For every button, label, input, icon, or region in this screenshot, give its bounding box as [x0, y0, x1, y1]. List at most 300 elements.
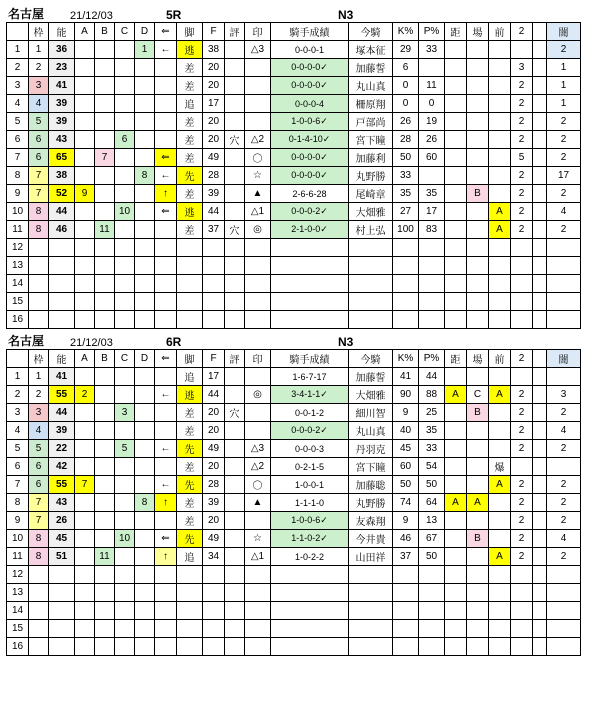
table-row[interactable]: [7, 293, 581, 311]
table-row[interactable]: [7, 41, 581, 59]
previous-grade: A: [489, 203, 511, 221]
column-header: B: [95, 23, 115, 41]
f-value: [203, 275, 225, 293]
col-b: [95, 602, 115, 620]
previous-grade: [489, 167, 511, 185]
evaluation: [225, 602, 245, 620]
evaluation: [225, 386, 245, 404]
bracket-number: 1: [29, 368, 49, 386]
column-header: 闇: [547, 23, 581, 41]
table-row[interactable]: [7, 386, 581, 404]
track-grade: [467, 203, 489, 221]
evaluation: [225, 494, 245, 512]
race-header: [6, 331, 602, 349]
col-a: [75, 41, 95, 59]
dark-value: 2: [547, 494, 581, 512]
arrow-icon: [155, 584, 177, 602]
jockey-name: 柵原翔: [349, 95, 393, 113]
track-grade: [467, 59, 489, 77]
col-b: [95, 422, 115, 440]
jockey-name: 宮下瞳: [349, 458, 393, 476]
mark-symbol: ☆: [245, 167, 271, 185]
running-style: [177, 257, 203, 275]
dark-value: 2: [547, 185, 581, 203]
evaluation: [225, 257, 245, 275]
running-style: [177, 584, 203, 602]
col-a: [75, 167, 95, 185]
table-row[interactable]: [7, 77, 581, 95]
jockey-record: 0-0-0-2✓: [271, 203, 349, 221]
evaluation: [225, 95, 245, 113]
running-style: 先: [177, 167, 203, 185]
col-b: [95, 512, 115, 530]
jockey-name: 丸野勝: [349, 167, 393, 185]
k-percent: 60: [393, 458, 419, 476]
jockey-record: 0-0-0-0✓: [271, 167, 349, 185]
table-row[interactable]: [7, 440, 581, 458]
previous-grade: [489, 638, 511, 656]
table-row[interactable]: [7, 275, 581, 293]
mark-symbol: [245, 59, 271, 77]
arrow-icon: [155, 638, 177, 656]
col-a: [75, 203, 95, 221]
two-value: 2: [511, 440, 533, 458]
p-percent: 19: [419, 113, 445, 131]
col-c: 10: [115, 530, 135, 548]
column-header: [533, 23, 547, 41]
previous-grade: [489, 77, 511, 95]
arrow-icon: [155, 620, 177, 638]
bracket-number: 2: [29, 386, 49, 404]
col-c: [115, 185, 135, 203]
dark-value: 2: [547, 476, 581, 494]
race-block: [6, 331, 602, 656]
jockey-record: [271, 311, 349, 329]
k-percent: 35: [393, 185, 419, 203]
evaluation: [225, 113, 245, 131]
ability-score: 38: [49, 167, 75, 185]
two-value: [511, 602, 533, 620]
spacer-cell: [533, 167, 547, 185]
distance-grade: [445, 221, 467, 239]
row-number: 7: [7, 149, 29, 167]
col-d: [135, 566, 155, 584]
running-style: 差: [177, 149, 203, 167]
arrow-icon: ↑: [155, 185, 177, 203]
table-row[interactable]: [7, 257, 581, 275]
table-row[interactable]: [7, 221, 581, 239]
bracket-number: 8: [29, 203, 49, 221]
f-value: 20: [203, 404, 225, 422]
two-value: 2: [511, 131, 533, 149]
col-c: [115, 476, 135, 494]
column-header: 場: [467, 23, 489, 41]
track-grade: [467, 275, 489, 293]
track-grade: A: [467, 494, 489, 512]
col-c: [115, 602, 135, 620]
arrow-icon: [155, 95, 177, 113]
table-row[interactable]: [7, 167, 581, 185]
jockey-name: 今井貴: [349, 530, 393, 548]
jockey-name: [349, 311, 393, 329]
col-b: [95, 95, 115, 113]
col-a: [75, 620, 95, 638]
col-a: [75, 602, 95, 620]
track-grade: [467, 584, 489, 602]
table-row[interactable]: [7, 368, 581, 386]
track-grade: [467, 311, 489, 329]
jockey-record: 0-0-0-0✓: [271, 77, 349, 95]
ability-score: [49, 293, 75, 311]
arrow-icon: ←: [155, 476, 177, 494]
k-percent: 9: [393, 512, 419, 530]
jockey-name: [349, 566, 393, 584]
p-percent: 11: [419, 77, 445, 95]
table-row[interactable]: [7, 620, 581, 638]
col-d: [135, 239, 155, 257]
col-b: [95, 275, 115, 293]
p-percent: 54: [419, 458, 445, 476]
ability-score: [49, 566, 75, 584]
table-row[interactable]: [7, 476, 581, 494]
row-number: 3: [7, 77, 29, 95]
col-a: [75, 530, 95, 548]
previous-grade: [489, 566, 511, 584]
two-value: [511, 584, 533, 602]
previous-grade: A: [489, 221, 511, 239]
running-style: [177, 638, 203, 656]
spacer-cell: [533, 512, 547, 530]
row-number: 2: [7, 59, 29, 77]
bracket-number: [29, 584, 49, 602]
f-value: 20: [203, 131, 225, 149]
table-row[interactable]: [7, 602, 581, 620]
spacer-cell: [533, 131, 547, 149]
dark-value: 4: [547, 422, 581, 440]
spacer-cell: [533, 422, 547, 440]
running-style: [177, 275, 203, 293]
column-header: 2: [511, 23, 533, 41]
column-header: 前: [489, 350, 511, 368]
col-c: [115, 59, 135, 77]
jockey-name: [349, 239, 393, 257]
p-percent: [419, 239, 445, 257]
bracket-number: 7: [29, 185, 49, 203]
distance-grade: [445, 368, 467, 386]
ability-score: 55: [49, 476, 75, 494]
running-style: 差: [177, 221, 203, 239]
track-grade: [467, 149, 489, 167]
arrow-icon: [155, 131, 177, 149]
two-value: [511, 293, 533, 311]
running-style: 差: [177, 113, 203, 131]
previous-grade: [489, 530, 511, 548]
col-b: [95, 494, 115, 512]
column-header: P%: [419, 23, 445, 41]
table-row[interactable]: [7, 512, 581, 530]
k-percent: 46: [393, 530, 419, 548]
table-row[interactable]: [7, 548, 581, 566]
two-value: 2: [511, 203, 533, 221]
spacer-cell: [533, 275, 547, 293]
previous-grade: [489, 512, 511, 530]
ability-score: 39: [49, 113, 75, 131]
distance-grade: [445, 59, 467, 77]
track-grade: [467, 548, 489, 566]
p-percent: 17: [419, 203, 445, 221]
dark-value: [547, 620, 581, 638]
dark-value: [547, 293, 581, 311]
row-number: 9: [7, 185, 29, 203]
col-b: [95, 59, 115, 77]
distance-grade: [445, 131, 467, 149]
p-percent: [419, 602, 445, 620]
previous-grade: [489, 257, 511, 275]
dark-value: [547, 257, 581, 275]
row-number: 12: [7, 566, 29, 584]
k-percent: [393, 566, 419, 584]
col-b: [95, 77, 115, 95]
race-grade: N3: [338, 8, 354, 22]
table-row[interactable]: [7, 638, 581, 656]
track-grade: B: [467, 530, 489, 548]
mark-symbol: ▲: [245, 494, 271, 512]
venue-name: 名古屋: [8, 334, 45, 348]
table-row[interactable]: [7, 131, 581, 149]
column-header: ⇐: [155, 23, 177, 41]
spacer-cell: [533, 458, 547, 476]
table-row[interactable]: [7, 404, 581, 422]
column-header: C: [115, 350, 135, 368]
col-c: [115, 257, 135, 275]
table-row[interactable]: [7, 59, 581, 77]
jockey-name: 細川智: [349, 404, 393, 422]
col-b: 7: [95, 149, 115, 167]
row-number: 10: [7, 530, 29, 548]
col-c: [115, 548, 135, 566]
p-percent: 60: [419, 149, 445, 167]
k-percent: [393, 602, 419, 620]
evaluation: [225, 239, 245, 257]
k-percent: 28: [393, 131, 419, 149]
evaluation: [225, 311, 245, 329]
two-value: 5: [511, 149, 533, 167]
f-value: 44: [203, 386, 225, 404]
col-a: [75, 221, 95, 239]
mark-symbol: [245, 95, 271, 113]
evaluation: 穴: [225, 131, 245, 149]
col-c: [115, 368, 135, 386]
jockey-name: [349, 620, 393, 638]
column-header: 能: [49, 23, 75, 41]
two-value: 2: [511, 476, 533, 494]
distance-grade: [445, 458, 467, 476]
mark-symbol: [245, 239, 271, 257]
ability-score: 43: [49, 494, 75, 512]
col-d: [135, 422, 155, 440]
table-row[interactable]: [7, 566, 581, 584]
f-value: 20: [203, 458, 225, 476]
f-value: 38: [203, 41, 225, 59]
ability-score: 46: [49, 221, 75, 239]
col-d: [135, 275, 155, 293]
mark-symbol: △2: [245, 131, 271, 149]
table-row[interactable]: [7, 149, 581, 167]
col-b: [95, 311, 115, 329]
dark-value: [547, 566, 581, 584]
table-row[interactable]: [7, 530, 581, 548]
arrow-icon: [155, 458, 177, 476]
jockey-name: 大畑雅: [349, 203, 393, 221]
f-value: 49: [203, 149, 225, 167]
distance-grade: [445, 113, 467, 131]
f-value: [203, 311, 225, 329]
evaluation: [225, 620, 245, 638]
bracket-number: 8: [29, 530, 49, 548]
col-d: 1: [135, 41, 155, 59]
distance-grade: [445, 602, 467, 620]
race-date: 21/12/03: [70, 337, 113, 349]
column-header: 印: [245, 350, 271, 368]
jockey-record: 0-0-0-2✓: [271, 422, 349, 440]
row-number: 6: [7, 458, 29, 476]
table-row[interactable]: [7, 584, 581, 602]
column-header: [533, 350, 547, 368]
jockey-record: 2-1-0-0✓: [271, 221, 349, 239]
dark-value: 3: [547, 386, 581, 404]
jockey-name: [349, 602, 393, 620]
ability-score: 41: [49, 368, 75, 386]
jockey-name: 丸野勝: [349, 494, 393, 512]
table-row[interactable]: [7, 95, 581, 113]
row-number: 10: [7, 203, 29, 221]
ability-score: [49, 602, 75, 620]
column-header: 闇: [547, 350, 581, 368]
bracket-number: 5: [29, 440, 49, 458]
table-row[interactable]: [7, 311, 581, 329]
col-d: [135, 386, 155, 404]
row-number: 5: [7, 440, 29, 458]
jockey-name: [349, 584, 393, 602]
mark-symbol: [245, 257, 271, 275]
col-b: [95, 113, 115, 131]
two-value: 2: [511, 494, 533, 512]
table-row[interactable]: [7, 185, 581, 203]
col-b: [95, 620, 115, 638]
bracket-number: [29, 239, 49, 257]
row-number: 5: [7, 113, 29, 131]
two-value: 2: [511, 221, 533, 239]
spacer-cell: [533, 239, 547, 257]
race-block: [6, 4, 602, 329]
track-grade: [467, 476, 489, 494]
col-b: [95, 404, 115, 422]
f-value: 44: [203, 203, 225, 221]
table-row[interactable]: [7, 203, 581, 221]
col-c: [115, 221, 135, 239]
arrow-icon: [155, 404, 177, 422]
k-percent: [393, 293, 419, 311]
dark-value: [547, 275, 581, 293]
col-c: 6: [115, 131, 135, 149]
dark-value: 2: [547, 149, 581, 167]
column-header: 評: [225, 23, 245, 41]
k-percent: [393, 257, 419, 275]
jockey-name: 加藤誓: [349, 368, 393, 386]
col-d: [135, 548, 155, 566]
col-d: [135, 149, 155, 167]
f-value: [203, 293, 225, 311]
table-row[interactable]: [7, 422, 581, 440]
col-a: [75, 239, 95, 257]
bracket-number: 8: [29, 221, 49, 239]
col-c: [115, 41, 135, 59]
evaluation: [225, 167, 245, 185]
distance-grade: [445, 404, 467, 422]
col-a: [75, 566, 95, 584]
running-style: 先: [177, 530, 203, 548]
dark-value: 2: [547, 404, 581, 422]
column-header: 2: [511, 350, 533, 368]
col-d: [135, 293, 155, 311]
k-percent: 26: [393, 113, 419, 131]
table-row[interactable]: [7, 494, 581, 512]
p-percent: 50: [419, 548, 445, 566]
distance-grade: [445, 548, 467, 566]
jockey-record: 1-0-0-1: [271, 476, 349, 494]
col-a: [75, 131, 95, 149]
row-number: 1: [7, 368, 29, 386]
col-d: [135, 311, 155, 329]
distance-grade: [445, 185, 467, 203]
jockey-name: 大畑雅: [349, 386, 393, 404]
ability-score: 52: [49, 185, 75, 203]
row-number: 16: [7, 638, 29, 656]
ability-score: [49, 275, 75, 293]
table-row[interactable]: [7, 113, 581, 131]
spacer-cell: [533, 149, 547, 167]
previous-grade: A: [489, 386, 511, 404]
dark-value: 2: [547, 41, 581, 59]
ability-score: [49, 257, 75, 275]
col-d: [135, 584, 155, 602]
track-grade: C: [467, 386, 489, 404]
row-number: 15: [7, 293, 29, 311]
spacer-cell: [533, 476, 547, 494]
track-grade: [467, 602, 489, 620]
col-a: [75, 149, 95, 167]
f-value: 49: [203, 530, 225, 548]
jockey-name: 塚本征: [349, 41, 393, 59]
previous-grade: 爆: [489, 458, 511, 476]
evaluation: [225, 41, 245, 59]
k-percent: 29: [393, 41, 419, 59]
p-percent: [419, 584, 445, 602]
spacer-cell: [533, 602, 547, 620]
col-c: [115, 149, 135, 167]
arrow-icon: ⇐: [155, 530, 177, 548]
table-row[interactable]: [7, 239, 581, 257]
bracket-number: [29, 257, 49, 275]
evaluation: [225, 203, 245, 221]
mark-symbol: [245, 422, 271, 440]
running-style: 逃: [177, 41, 203, 59]
jockey-record: 1-1-0-2✓: [271, 530, 349, 548]
table-row[interactable]: [7, 458, 581, 476]
col-d: 8: [135, 494, 155, 512]
jockey-record: 1-6-7-17: [271, 368, 349, 386]
col-c: [115, 494, 135, 512]
